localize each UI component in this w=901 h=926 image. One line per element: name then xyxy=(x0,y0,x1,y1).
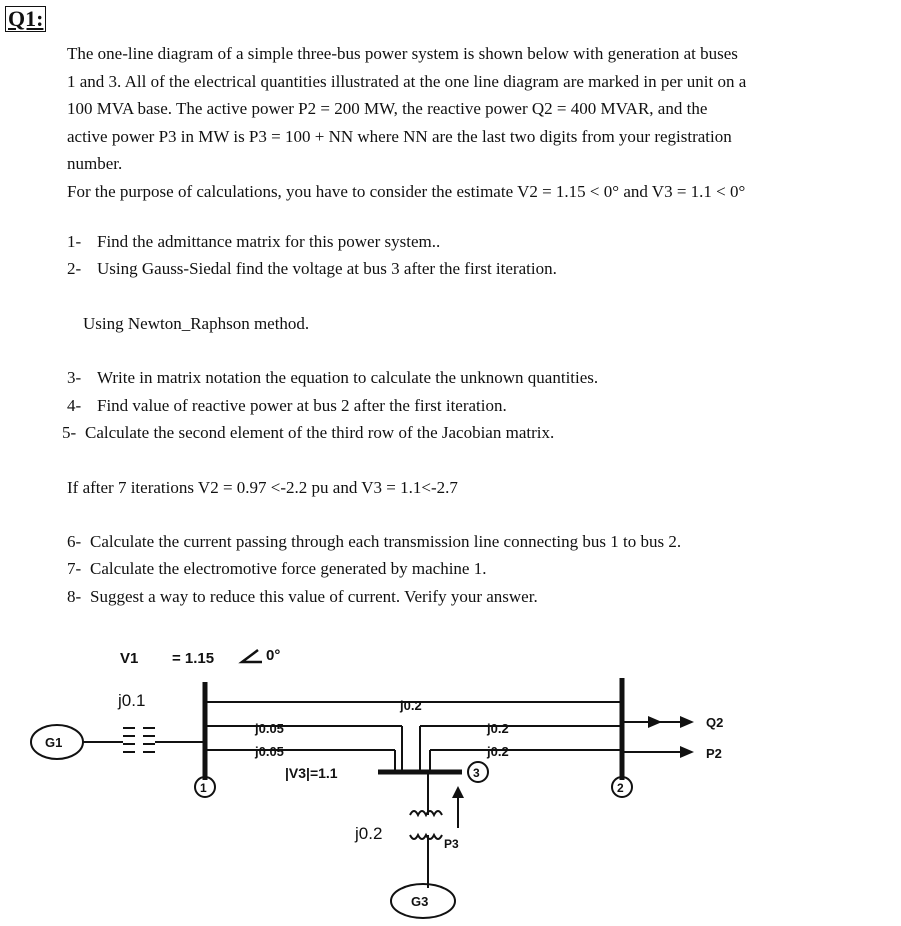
task-item-1 xyxy=(67,231,440,253)
p3-arrowhead xyxy=(452,786,464,798)
task-number: 2- xyxy=(67,259,82,278)
task-number: 8- xyxy=(67,587,82,606)
task-text: Calculate the electromotive force generated by machine 1. xyxy=(90,559,487,578)
task-text: Find value of reactive power at bus 2 after the first iteration. xyxy=(97,396,507,415)
v3-magnitude: |V3|=1.1 xyxy=(285,765,338,781)
task-text: Calculate the current passing through each transmission line connecting bus 1 to bus 2. xyxy=(90,532,682,551)
task-text: Calculate the second element of the third row of the Jacobian matrix. xyxy=(85,423,555,442)
task-number: 4- xyxy=(67,396,82,415)
line-1-3b-reactance: j0.05 xyxy=(255,744,284,759)
task-text: Find the admittance matrix for this power system.. xyxy=(97,232,441,251)
v1-value: = 1.15 xyxy=(172,650,215,667)
intro-line: The one-line diagram of a simple three-bus power system is shown below with generation at buses xyxy=(67,44,738,63)
task-number: 7- xyxy=(67,559,82,578)
task-item-5 xyxy=(62,422,554,444)
q2-tail xyxy=(648,716,662,728)
task-text: Suggest a way to reduce this value of current. Verify your answer. xyxy=(90,587,538,606)
intro-line: 1 and 3. All of the electrical quantities illustrated at the one line diagram are marked in per unit on a xyxy=(67,71,747,91)
intro-line: 100 MVA base. The active power P2 = 200 MW, the reactive power Q2 = 400 MVAR, and the xyxy=(67,99,708,118)
line-1-3a-reactance: j0.05 xyxy=(255,721,284,736)
task-number: 5- xyxy=(62,423,77,442)
transformer-g3 xyxy=(410,811,442,839)
g1-name: G1 xyxy=(45,735,63,750)
line-3-2b-reactance: j0.2 xyxy=(487,744,509,759)
g3-reactance: j0.2 xyxy=(355,824,383,843)
task-item-8 xyxy=(67,586,538,608)
method-heading: Using Newton_Raphson method. xyxy=(83,314,310,333)
line-3-2a-reactance: j0.2 xyxy=(487,721,509,736)
task-item-2 xyxy=(67,258,557,280)
task-item-7 xyxy=(67,558,486,580)
v1-angle: 0° xyxy=(266,647,281,664)
one-line-diagram xyxy=(0,630,901,926)
bus-3-number: 3 xyxy=(473,766,480,780)
intro-line: For the purpose of calculations, you have to consider the estimate V2 = 1.15 < 0° and V3 = 1.1 < 0° xyxy=(67,181,746,201)
q2-label: Q2 xyxy=(706,715,724,730)
p2-label: P2 xyxy=(706,746,722,761)
v1-label: V1 xyxy=(120,650,139,667)
transformer-g1 xyxy=(123,728,155,752)
bus-1-number: 1 xyxy=(200,781,207,795)
line-1-2-reactance: j0.2 xyxy=(400,698,422,713)
task-text: Using Gauss-Siedal find the voltage at bus 3 after the first iteration. xyxy=(97,259,557,278)
p3-label: P3 xyxy=(444,837,459,851)
task-item-3 xyxy=(67,367,598,389)
task-number: 6- xyxy=(67,532,82,551)
g3-name: G3 xyxy=(411,894,429,909)
intro-line: active power P3 in MW is P3 = 100 + NN where NN are the last two digits from your registration xyxy=(67,126,732,146)
intro-line: number. xyxy=(67,154,123,173)
task-number: 1- xyxy=(67,232,82,251)
bus-2-number: 2 xyxy=(617,781,624,795)
task-text: Write in matrix notation the equation to calculate the unknown quantities. xyxy=(97,368,599,387)
iteration-condition: If after 7 iterations V2 = 0.97 <-2.2 pu and V3 = 1.1<-2.7 xyxy=(67,478,458,497)
task-number: 3- xyxy=(67,368,82,387)
p2-arrowhead xyxy=(680,746,694,758)
intro-paragraph xyxy=(67,40,897,205)
task-item-6 xyxy=(67,531,681,553)
task-item-4 xyxy=(67,395,507,417)
angle-icon xyxy=(242,650,262,662)
g1-reactance: j0.1 xyxy=(118,691,146,710)
q2-arrowhead xyxy=(680,716,694,728)
question-label: Q1: xyxy=(5,6,46,32)
